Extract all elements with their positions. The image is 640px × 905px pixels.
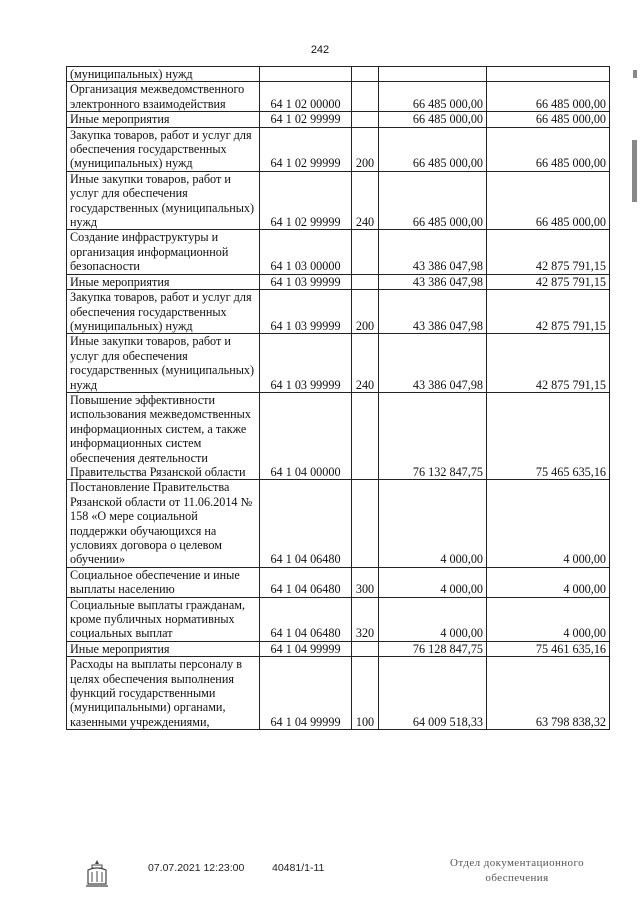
row-code: 64 1 04 06480 [260,597,352,641]
table-row [67,480,610,567]
page-number: 242 [310,44,330,56]
stamp-line-2: обеспечения [485,872,549,884]
table-row [67,597,610,641]
row-amount-1: 43 386 047,98 [379,290,487,334]
row-type: 200 [352,127,379,171]
row-code: 64 1 04 06480 [260,480,352,567]
row-code: 64 1 04 99999 [260,657,352,730]
table-row [67,567,610,597]
row-name: Социальные выплаты гражданам, кроме публичных нормативных социальных выплат [67,597,260,641]
table-row [67,641,610,656]
row-amount-1: 76 128 847,75 [379,641,487,656]
row-type: 320 [352,597,379,641]
row-code: 64 1 02 99999 [260,171,352,230]
table-row [67,392,610,479]
row-amount-2: 66 485 000,00 [487,171,610,230]
row-name: Организация межведомственного электронного взаимодействия [67,82,260,112]
row-type: 200 [352,290,379,334]
row-amount-2: 4 000,00 [487,567,610,597]
margin-mark [633,70,637,78]
table-row [67,112,610,127]
table-row [67,127,610,171]
row-amount-2: 42 875 791,15 [487,290,610,334]
table-row [67,67,610,82]
row-amount-1: 43 386 047,98 [379,274,487,289]
row-amount-1: 43 386 047,98 [379,334,487,393]
stamp-line-1: Отдел документационного [449,857,584,869]
table-row [67,657,610,730]
row-type: 240 [352,171,379,230]
row-amount-2: 4 000,00 [487,480,610,567]
row-code: 64 1 04 06480 [260,567,352,597]
row-type: 100 [352,657,379,730]
row-amount-1 [379,67,487,82]
row-code: 64 1 02 00000 [260,82,352,112]
row-name: (муниципальных) нужд [67,67,260,82]
row-amount-1: 66 485 000,00 [379,127,487,171]
row-type [352,480,379,567]
row-name: Расходы на выплаты персоналу в целях обеспечения выполнения функций государственными (муниципальными) органами, казенными учреждениями, [67,657,260,730]
row-code: 64 1 03 99999 [260,290,352,334]
row-code [260,67,352,82]
row-amount-2: 42 875 791,15 [487,334,610,393]
row-amount-1: 4 000,00 [379,567,487,597]
row-type [352,82,379,112]
row-name: Социальное обеспечение и иные выплаты населению [67,567,260,597]
row-amount-1: 76 132 847,75 [379,392,487,479]
row-amount-2: 75 461 635,16 [487,641,610,656]
row-type [352,274,379,289]
row-amount-1: 66 485 000,00 [379,112,487,127]
row-amount-2: 42 875 791,15 [487,274,610,289]
row-type [352,67,379,82]
row-name: Иные мероприятия [67,112,260,127]
budget-table [66,66,610,730]
table-row [67,290,610,334]
row-code: 64 1 03 00000 [260,230,352,274]
row-name: Создание инфраструктуры и организация информационной безопасности [67,230,260,274]
row-name: Постановление Правительства Рязанской области от 11.06.2014 № 158 «О мере социальной поддержки обучающихся на условиях договора о целевом обучении» [67,480,260,567]
row-amount-1: 66 485 000,00 [379,171,487,230]
row-amount-2: 66 485 000,00 [487,112,610,127]
row-code: 64 1 02 99999 [260,112,352,127]
row-type [352,392,379,479]
emblem-icon [84,858,110,888]
table-row [67,82,610,112]
department-stamp [432,856,602,886]
row-amount-2: 4 000,00 [487,597,610,641]
row-amount-1: 43 386 047,98 [379,230,487,274]
footer-datetime: 07.07.2021 12:23:00 [148,862,245,874]
row-amount-1: 4 000,00 [379,597,487,641]
row-name: Повышение эффективности использования межведомственных информационных систем, а также информационных систем обеспечения деятельности Правительства Рязанской области [67,392,260,479]
row-name: Иные закупки товаров, работ и услуг для обеспечения государственных (муниципальных) нужд [67,334,260,393]
footer-doc-number: 40481/1-11 [272,862,325,874]
margin-mark [632,140,637,202]
row-type: 300 [352,567,379,597]
row-amount-2 [487,67,610,82]
row-name: Закупка товаров, работ и услуг для обеспечения государственных (муниципальных) нужд [67,127,260,171]
row-amount-1: 66 485 000,00 [379,82,487,112]
row-name: Иные мероприятия [67,274,260,289]
row-type: 240 [352,334,379,393]
row-amount-1: 64 009 518,33 [379,657,487,730]
row-amount-2: 42 875 791,15 [487,230,610,274]
row-code: 64 1 04 00000 [260,392,352,479]
row-amount-2: 75 465 635,16 [487,392,610,479]
row-amount-2: 66 485 000,00 [487,127,610,171]
row-name: Иные мероприятия [67,641,260,656]
table-row [67,171,610,230]
row-name: Иные закупки товаров, работ и услуг для обеспечения государственных (муниципальных) нужд [67,171,260,230]
row-code: 64 1 03 99999 [260,274,352,289]
table-row [67,274,610,289]
table-row [67,334,610,393]
row-type [352,230,379,274]
row-code: 64 1 02 99999 [260,127,352,171]
row-amount-2: 66 485 000,00 [487,82,610,112]
row-code: 64 1 04 99999 [260,641,352,656]
row-type [352,112,379,127]
row-code: 64 1 03 99999 [260,334,352,393]
table-row [67,230,610,274]
row-amount-2: 63 798 838,32 [487,657,610,730]
row-name: Закупка товаров, работ и услуг для обеспечения государственных (муниципальных) нужд [67,290,260,334]
row-amount-1: 4 000,00 [379,480,487,567]
row-type [352,641,379,656]
